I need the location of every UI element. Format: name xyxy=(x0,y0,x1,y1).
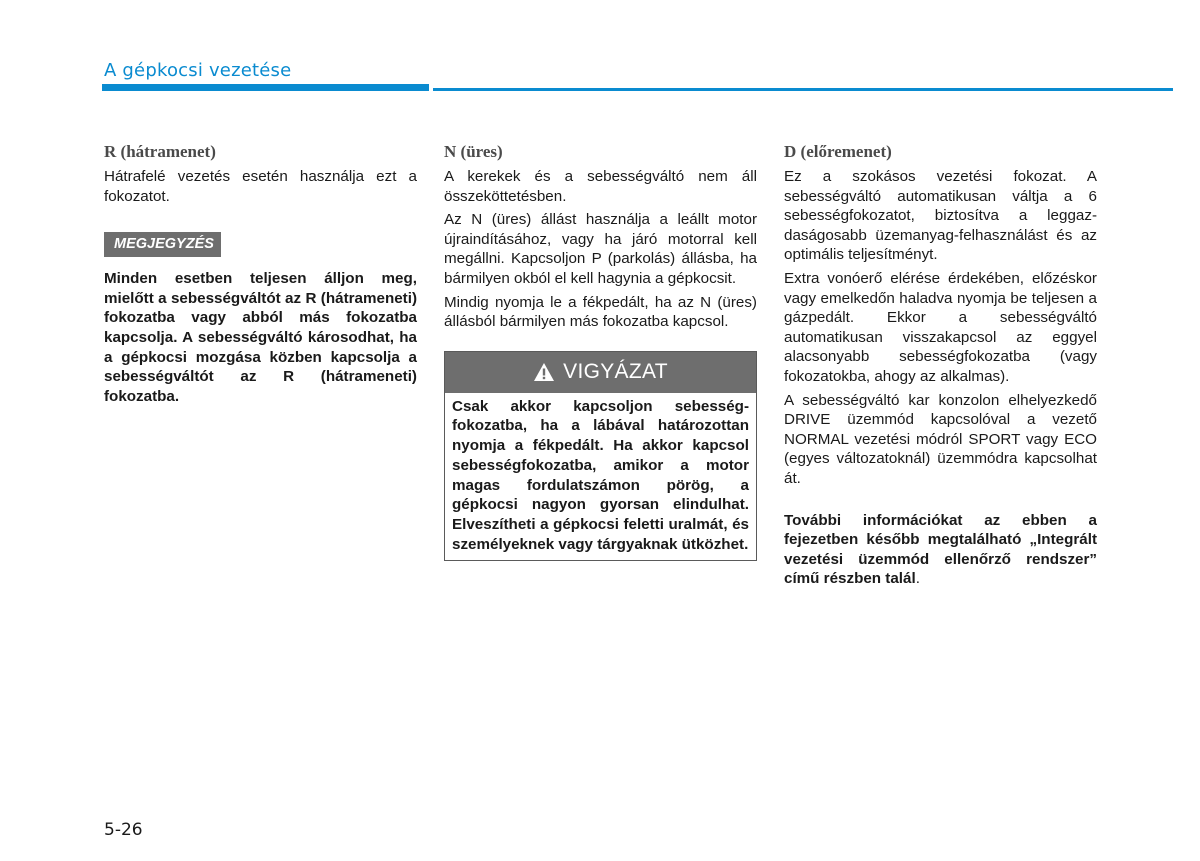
drive-paragraph-3: A sebességváltó kar konzolon elhelyezkedő DRIVE üzemmód kapcsolóval a vezető NORMAL vezetési módról SPORT vagy ECO (egyes változatoknál) üzemmódra kapcsolhat át. xyxy=(784,391,1097,487)
header-rule-thick xyxy=(102,84,429,91)
drive-paragraph-2: Extra vonóerő elérése érdekében, előzéskor vagy emelkedőn haladva nyomja be teljesen a gázpedált. Ekkor a sebességváltó automatikusan visszakapcsol az eggyel alacsonyabb sebességfokozatba (vagy fokozatokba, ahogy az alkalmas). xyxy=(784,269,1097,385)
neutral-paragraph-3: Mindig nyomja le a fékpedált, ha az N (üres) állásból bármilyen más fokozatba kapcsol. xyxy=(444,293,757,331)
warning-triangle-icon xyxy=(533,362,555,382)
warning-box xyxy=(444,351,757,562)
section-title: A gépkocsi vezetése xyxy=(104,60,292,81)
more-info-period: . xyxy=(915,570,920,588)
column-reverse xyxy=(104,142,417,410)
warning-header xyxy=(445,352,756,393)
column-neutral xyxy=(444,142,757,561)
warning-body xyxy=(445,393,756,561)
drive-paragraph-1: Ez a szokásos vezetési fokozat. A sebességváltó automatikusan váltja a 6 sebességfokozatot, biztosítva a leggazdaságosabb üzemanyag-felhasználást és az optimális teljesítményt. xyxy=(784,168,1097,264)
warning-title: VIGYÁZAT xyxy=(563,360,668,384)
drive-more-info xyxy=(784,511,1097,589)
reverse-heading: R (hátramenet) xyxy=(104,142,216,161)
reverse-paragraph: Hátrafelé vezetés esetén használja ezt a fokozatot. xyxy=(104,168,417,205)
column-drive xyxy=(784,142,1097,593)
page-number: 5-26 xyxy=(104,820,143,840)
note-text: Minden esetben teljesen álljon meg, mielőtt a sebességváltót az R (hátrameneti) fokozatba vagy abból más fokozatba kapcsolja. A sebességváltó károsodhat, ha a gépkocsi mozgása közben kapcsolja a sebességváltót az R (hátrameneti) fokozatba. xyxy=(104,270,417,405)
warning-text: Csak akkor kapcsoljon sebességfokozatba, ha a lábával határozottan nyomja a fékpedált. Ha akkor kapcsol sebességfokozatba, amikor a motor magas fordulatszámon pörög, a gépkocsi nagyon gyorsan elindulhat. Elveszítheti a gépkocsi feletti uralmát, és személyeknek vagy tárgyaknak ütközhet. xyxy=(452,397,749,553)
neutral-paragraph-1: A kerekek és a sebességváltó nem áll összeköttetésben. xyxy=(444,168,757,205)
more-info-text: További információkat az ebben a fejezetben később megtalálható „Integrált vezetési üzemmód ellenőrző rendszer” című részben talál xyxy=(784,511,1097,588)
header-rule-thin xyxy=(433,88,1173,91)
note-badge: MEGJEGYZÉS xyxy=(104,232,221,257)
neutral-heading: N (üres) xyxy=(444,142,503,161)
neutral-paragraph-2: Az N (üres) állást használja a leállt motor újraindításához, vagy ha járó motorral kell megállni. Kapcsoljon P (parkolás) állásba, ha bármilyen okból el kell hagynia a gépkocsit. xyxy=(444,211,757,287)
drive-heading: D (előremenet) xyxy=(784,142,892,161)
